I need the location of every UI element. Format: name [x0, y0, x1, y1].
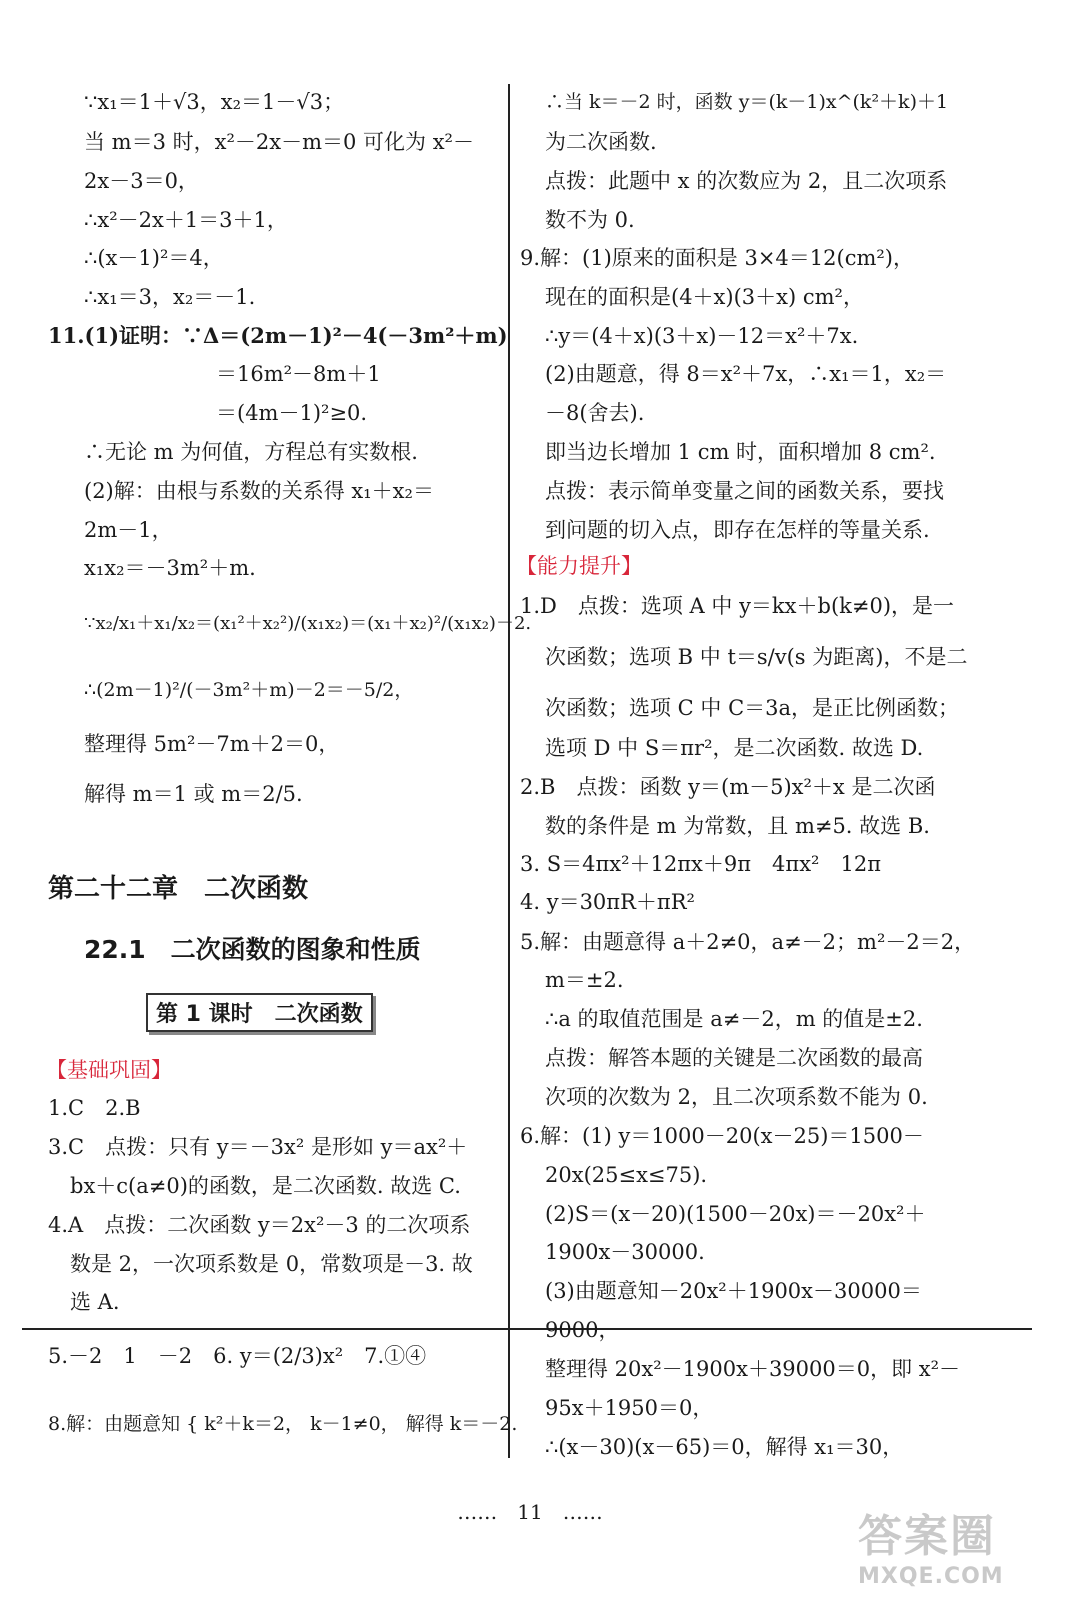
answer-line: 6.解：(1) y＝1000－20(x－25)＝1500－	[520, 1124, 924, 1148]
lesson-title: 第 1 课时 二次函数	[146, 993, 373, 1032]
column-divider-top	[508, 84, 510, 1328]
answer-line: 整理得 20x²－1900x＋39000＝0，即 x²－	[545, 1357, 961, 1381]
answer-line: 次项的次数为 2，且二次项系数不能为 0.	[545, 1085, 928, 1109]
right-line: 现在的面积是(4＋x)(3＋x) cm²，	[545, 285, 864, 309]
column-divider-bottom	[508, 1330, 510, 1458]
left-line: ＝16m²－8m＋1	[216, 362, 381, 386]
answer-line: 5.解：由题意得 a＋2≠0，a≠－2；m²－2＝2，	[520, 930, 976, 954]
answer-line: 3. S＝4πx²＋12πx＋9π 4πx² 12π	[520, 852, 881, 876]
left-line: 11.(1)证明：∵Δ＝(2m－1)²－4(－3m²＋m)	[48, 323, 508, 348]
right-line: 到问题的切入点，即存在怎样的等量关系.	[545, 518, 930, 542]
answer-line: 95x＋1950＝0，	[545, 1396, 714, 1420]
answer-line: 次函数；选项 C 中 C＝3a，是正比例函数；	[545, 696, 960, 720]
section-title: 22.1 二次函数的图象和性质	[84, 935, 421, 964]
right-line: 点拨：表示简单变量之间的函数关系，要找	[545, 479, 944, 503]
left-line: ∴x₁＝3，x₂＝－1.	[84, 285, 256, 309]
answer-line: 数的条件是 m 为常数，且 m≠5. 故选 B.	[545, 814, 930, 838]
answer-line: 3.C 点拨：只有 y＝－3x² 是形如 y＝ax²＋	[48, 1135, 468, 1159]
answer-line: 1.C 2.B	[48, 1096, 141, 1120]
page-number: …… 11 ……	[457, 1500, 603, 1524]
left-line: ∵x₁＝1＋√3，x₂＝1－√3；	[84, 90, 345, 114]
watermark-bottom: MXQE.COM	[858, 1564, 1004, 1589]
right-line: 点拨：此题中 x 的次数应为 2，且二次项系	[545, 169, 948, 193]
left-line: 2x－3＝0，	[84, 169, 199, 193]
right-line: ∴当 k＝－2 时，函数 y＝(k－1)x^(k²＋k)＋1	[545, 91, 949, 113]
left-line: ∴无论 m 为何值，方程总有实数根.	[84, 440, 418, 464]
answer-line: ∴a 的取值范围是 a≠－2，m 的值是±2.	[545, 1007, 923, 1031]
basic-consolidation-tag: 【基础巩固】	[46, 1058, 172, 1082]
answer-line: 选项 D 中 S＝πr²，是二次函数. 故选 D.	[545, 736, 924, 760]
right-line: ∴y＝(4＋x)(3＋x)－12＝x²＋7x.	[545, 324, 859, 348]
answer-line: ∴(x－30)(x－65)＝0，解得 x₁＝30，	[545, 1435, 904, 1459]
left-line: (2)解：由根与系数的关系得 x₁＋x₂＝	[84, 479, 434, 503]
left-line: 解得 m＝1 或 m＝2/5.	[84, 782, 303, 806]
answer-line: m＝±2.	[545, 968, 624, 992]
answer-line: 数是 2，一次项系数是 0，常数项是－3. 故	[70, 1252, 473, 1276]
right-line: －8(舍去).	[545, 401, 645, 425]
ability-improvement-tag: 【能力提升】	[516, 554, 642, 578]
chapter-title: 第二十二章 二次函数	[48, 874, 309, 904]
right-line: 即当边长增加 1 cm 时，面积增加 8 cm².	[545, 440, 936, 464]
left-line: 当 m＝3 时，x²－2x－m＝0 可化为 x²－	[84, 130, 474, 154]
answer-line: 点拨：解答本题的关键是二次函数的最高	[545, 1046, 923, 1070]
answer-line: 9000，	[545, 1318, 620, 1342]
left-line: 整理得 5m²－7m＋2＝0，	[84, 732, 340, 756]
answer-line: 4.A 点拨：二次函数 y＝2x²－3 的二次项系	[48, 1213, 471, 1237]
answer-line: (3)由题意知－20x²＋1900x－30000＝	[545, 1279, 922, 1303]
answer-line: 2.B 点拨：函数 y＝(m－5)x²＋x 是二次函	[520, 775, 936, 799]
right-line: 数不为 0.	[545, 208, 635, 232]
answer-line: 4. y＝30πR＋πR²	[520, 890, 695, 914]
right-line: 为二次函数.	[545, 130, 657, 154]
answer-line: 1.D 点拨：选项 A 中 y＝kx＋b(k≠0)，是一	[520, 594, 955, 618]
answer-line: bx＋c(a≠0)的函数，是二次函数. 故选 C.	[70, 1174, 461, 1198]
answer-line: 选 A.	[70, 1290, 120, 1314]
left-line: ∵x₂/x₁＋x₁/x₂＝(x₁²＋x₂²)/(x₁x₂)＝(x₁＋x₂)²/(x₁x₂)－2.	[84, 613, 532, 634]
answer-line: 1900x－30000.	[545, 1240, 705, 1264]
left-line: x₁x₂＝－3m²＋m.	[84, 556, 256, 580]
answer-line: 20x(25≤x≤75).	[545, 1163, 708, 1187]
right-line: 9.解：(1)原来的面积是 3×4＝12(cm²)，	[520, 246, 914, 270]
watermark-logo	[858, 1500, 1038, 1590]
left-line: ∴(x－1)²＝4，	[84, 246, 224, 270]
left-line: ∴(2m－1)²/(－3m²＋m)－2＝－5/2，	[84, 679, 414, 701]
left-line: 2m－1，	[84, 518, 173, 542]
answer-line: 次函数；选项 B 中 t＝s/v(s 为距离)，不是二	[545, 645, 968, 669]
watermark-top: 答案圈	[858, 1511, 996, 1562]
answer-line: (2)S＝(x－20)(1500－20x)＝－20x²＋	[545, 1202, 926, 1226]
answer-line: 8.解：由题意知 { k²＋k＝2， k－1≠0， 解得 k＝－2.	[48, 1413, 518, 1435]
right-line: (2)由题意，得 8＝x²＋7x，∴x₁＝1，x₂＝	[545, 362, 947, 386]
answer-line: 5.－2 1 －2 6. y＝(2/3)x² 7.①④	[48, 1344, 427, 1368]
section-divider	[22, 1328, 1032, 1330]
left-line: ∴x²－2x＋1＝3＋1，	[84, 208, 288, 232]
left-line: ＝(4m－1)²≥0.	[216, 401, 368, 425]
